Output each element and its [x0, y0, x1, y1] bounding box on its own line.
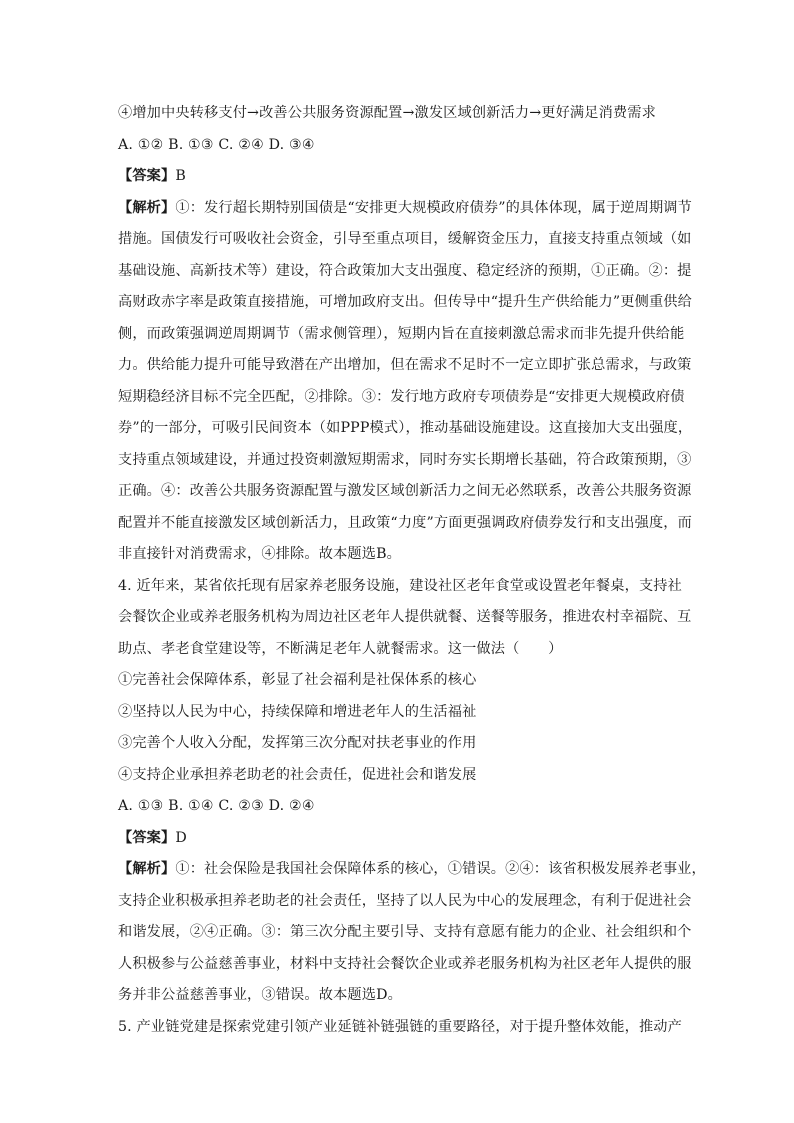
- answer-value: D: [175, 829, 187, 846]
- q4-option-3: ③完善个人收入分配，发挥第三次分配对扶老事业的作用: [118, 735, 477, 751]
- answer-tag: 【答案】: [118, 829, 176, 846]
- q3-analysis-line: 高财政赤字率是政策直接措施，可增加政府支出。但传导中“提升生产供给能力”更侧重供给: [118, 294, 692, 310]
- q4-answer: [118, 823, 682, 855]
- q3-answer: [118, 161, 682, 193]
- q3-analysis-line: 支持重点领域建设，并通过投资刺激短期需求，同时夯实长期增长基础，符合政策预期，③: [118, 451, 692, 468]
- analysis-tag: 【解析】: [118, 861, 176, 877]
- q4-analysis: [118, 854, 706, 1012]
- q3-analysis-line: 基础设施、高新技术等）建设，符合政策加大支出强度、稳定经济的预期，①正确。②：提: [118, 262, 692, 279]
- q3-analysis-line: 券”的一部分，可吸引民间资本（如PPP模式），推动基础设施建设。这直接加大支出强度，: [118, 420, 693, 436]
- answer-value: B: [175, 168, 186, 184]
- q3-analysis-line: 正确。④：改善公共服务资源配置与激发区域创新活力之间无必然联系，改善公共服务资源: [118, 483, 692, 499]
- analysis-tag: 【解析】: [118, 199, 176, 216]
- q3-choices: A. ①② B. ①③ C. ②④ D. ③④: [118, 136, 315, 153]
- answer-tag: 【答案】: [118, 168, 176, 184]
- q4-analysis-line: 人积极参与公益慈善事业，材料中支持社会餐饮企业或养老服务机构为社区老年人提供的服: [118, 955, 692, 972]
- q4-analysis-line: 【解析】①：社会保险是我国社会保障体系的核心，①错误。②④：该省积极发展养老事业，: [118, 861, 706, 877]
- q4-option-1: ①完善社会保障体系，彰显了社会福利是社保体系的核心: [118, 672, 477, 688]
- q3-analysis-line: 措施。国债发行可吸收社会资金，引导至重点项目，缓解资金压力，直接支持重点领域（如: [118, 231, 692, 247]
- q5-stem: [118, 1012, 682, 1044]
- q4-option-2: ②坚持以人民为中心，持续保障和增进老年人的生活福祉: [118, 703, 477, 720]
- q4-choices: A. ①③ B. ①④ C. ②③ D. ②④: [118, 798, 315, 814]
- q4-option-4: ④支持企业承担养老助老的社会责任，促进社会和谐发展: [118, 766, 477, 783]
- q4-analysis-line: 支持企业积极承担养老助老的社会责任，坚持了以人民为中心的发展理念，有利于促进社会: [118, 892, 692, 909]
- q3-analysis-line: 【解析】①：发行超长期特别国债是“安排更大规模政府债券”的具体体现，属于逆周期调节: [118, 199, 692, 216]
- q4-stem-line: 4. 近年来，某省依托现有居家养老服务设施，建设社区老年食堂或设置老年餐桌，支持社: [118, 577, 682, 594]
- q3-analysis-line: 力。供给能力提升可能导致潜在产出增加，但在需求不足时不一定立即扩张总需求，与政策: [118, 357, 692, 373]
- q3-analysis-line: 短期稳经济目标不完全匹配，②排除。③：发行地方政府专项债券是“安排更大规模政府债: [118, 388, 685, 405]
- q4-stem-line: 助点、孝老食堂建设等，不断满足老年人就餐需求。这一做法（ ）: [118, 640, 563, 657]
- q3-analysis-line: 配置并不能直接激发区域创新活力，且政策“力度”方面更强调政府债券发行和支出强度，而: [118, 514, 692, 531]
- q4-analysis-line: 和谐发展，②④正确。③：第三次分配主要引导、支持有意愿有能力的企业、社会组织和个: [118, 924, 692, 940]
- q4-stem-line: 会餐饮企业或养老服务机构为周边社区老年人提供就餐、送餐等服务，推进农村幸福院、互: [118, 609, 692, 625]
- q3-analysis: [118, 193, 693, 571]
- q3-analysis-line: 非直接针对消费需求，④排除。故本题选B。: [118, 546, 401, 562]
- q3-option-4: ④增加中央转移支付→改善公共服务资源配置→激发区域创新活力→更好满足消费需求: [118, 105, 656, 121]
- q4-stem: [118, 571, 692, 666]
- q3-analysis-line: 侧，而政策强调逆周期调节（需求侧管理），短期内旨在直接刺激总需求而非先提升供给能: [118, 325, 685, 342]
- document-page: [118, 98, 706, 1043]
- q4-analysis-line: 务并非公益慈善事业，③错误。故本题选D。: [118, 987, 402, 1003]
- q5-stem-line: 5. 产业链党建是探索党建引领产业延链补链强链的重要路径，对于提升整体效能，推动产: [118, 1018, 682, 1035]
